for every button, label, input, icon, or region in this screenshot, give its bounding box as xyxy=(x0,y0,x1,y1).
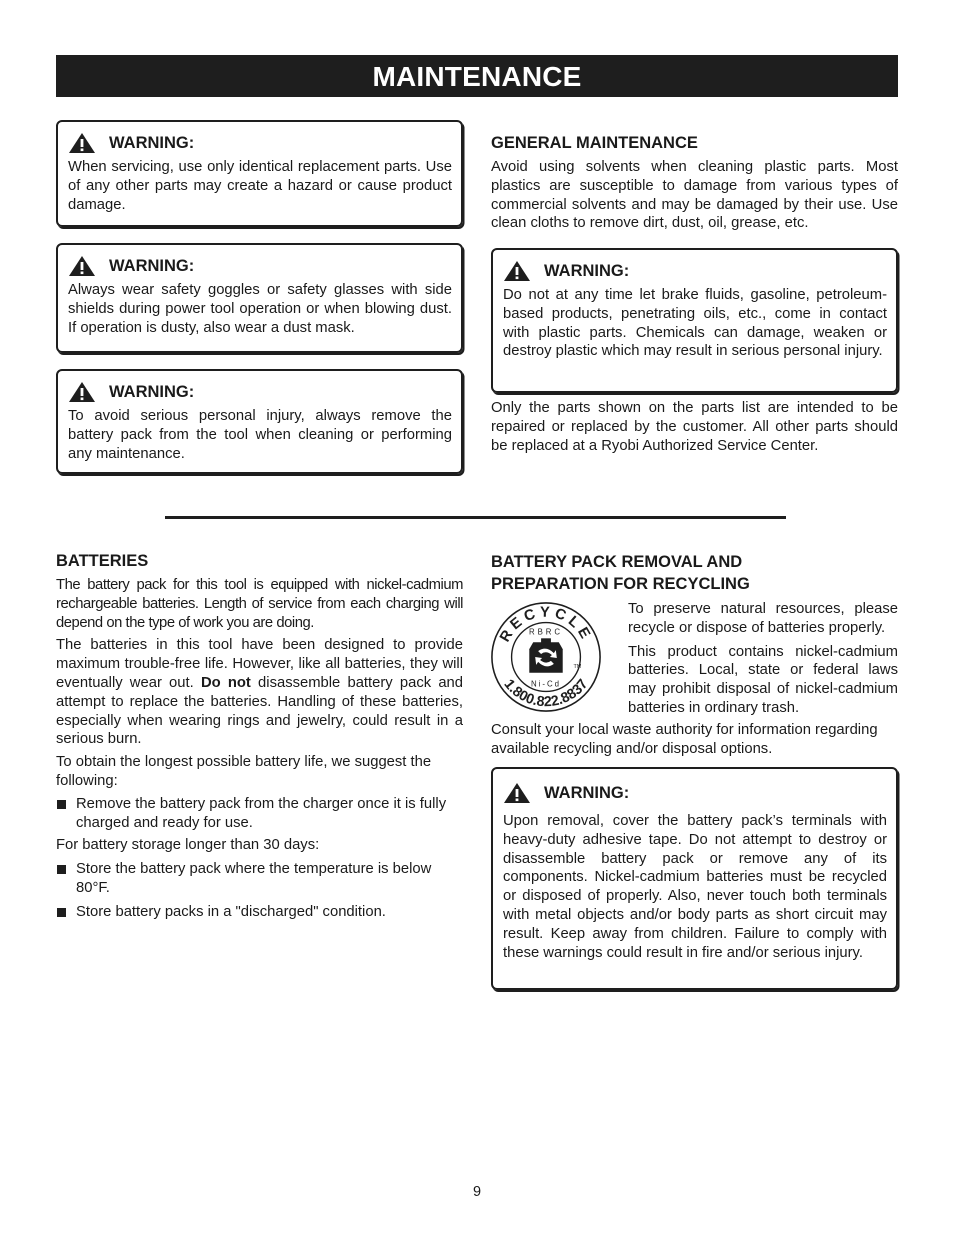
warning-title: WARNING: xyxy=(109,382,195,401)
warning-box-chemicals xyxy=(491,248,898,393)
recycling-heading-line: BATTERY PACK REMOVAL AND xyxy=(491,553,743,571)
warning-box-remove-battery xyxy=(56,369,463,474)
recycling-paragraph-3: Consult your local waste authority for information regarding available recycling and/or disposal options. xyxy=(491,722,878,757)
parts-list-paragraph: Only the parts shown on the parts list are intended to be repaired or replaced by the customer. All other parts should be replaced at a Ryobi Authorized Service Center. xyxy=(491,400,898,454)
warning-title: WARNING: xyxy=(544,783,630,802)
batteries-paragraph-1: The battery pack for this tool is equipped with nickel-cadmium rechargeable batteries. Length of service from each charging will depend on the type of work you are doing. xyxy=(56,577,463,631)
list-item: Store the battery pack where the temperature is below 80°F. xyxy=(56,860,463,898)
batteries-paragraph-4: For battery storage longer than 30 days: xyxy=(56,837,320,854)
warning-triangle-icon xyxy=(68,381,96,403)
seal-nicd-text: Ni-Cd xyxy=(531,679,561,689)
general-maintenance-paragraph: Avoid using solvents when cleaning plastic parts. Most plastics are susceptible to damage from various types of commercial solvents and may be damaged by their use. Use clean cloths to remove dirt, dust, oil, grease, etc. xyxy=(491,159,898,232)
seal-rbrc-text: RBRC xyxy=(528,627,564,637)
list-item: Remove the battery pack from the charger once it is fully charged and ready for use. xyxy=(56,795,463,833)
warning-text: Do not at any time let brake fluids, gasoline, petroleum-based products, penetrating oils, etc., come in contact with plastic parts. Chemicals can damage, weaken or destroy plastic which may result in serious personal injury. xyxy=(503,287,887,360)
recycling-intro xyxy=(628,600,898,718)
warning-header xyxy=(68,256,452,276)
seal-phone-text: 1.800.822.8837 xyxy=(500,676,592,711)
warning-box-replacement-parts xyxy=(56,120,463,227)
warning-header xyxy=(503,261,887,281)
page-number: 9 xyxy=(472,1184,482,1200)
recycling-heading xyxy=(491,551,750,595)
recycling-paragraph-1: To preserve natural resources, please recycle or dispose of batteries properly. xyxy=(628,601,898,636)
batteries-section xyxy=(56,576,463,922)
warning-title: WARNING: xyxy=(544,261,630,280)
battery-recycle-glyph xyxy=(529,638,562,672)
batteries-heading: BATTERIES xyxy=(56,552,149,570)
warning-title: WARNING: xyxy=(109,256,195,275)
seal-recycle-text: RECYCLE xyxy=(497,604,595,645)
warning-box-safety-goggles xyxy=(56,243,463,353)
recycling-heading-line: PREPARATION FOR RECYCLING xyxy=(491,575,750,593)
recycling-paragraph-2: This product contains nickel-cadmium batteries. Local, state or federal laws may prohibit disposal of nickel-cadmium batteries in ordinary trash. xyxy=(628,643,898,716)
warning-text: To avoid serious personal injury, always remove the battery pack from the tool when cleaning or performing any maintenance. xyxy=(68,408,452,462)
section-divider xyxy=(165,516,786,519)
list-item: Store battery packs in a "discharged" condition. xyxy=(56,903,463,922)
warning-header xyxy=(68,382,452,402)
warning-header xyxy=(68,133,452,153)
warning-triangle-icon xyxy=(68,132,96,154)
warning-box-battery-terminals xyxy=(491,767,898,990)
batteries-paragraph-3: To obtain the longest possible battery life, we suggest the following: xyxy=(56,754,432,789)
warning-triangle-icon xyxy=(68,255,96,277)
warning-header xyxy=(503,783,887,803)
warning-text: Upon removal, cover the battery pack’s terminals with heavy-duty adhesive tape. Do not attempt to destroy or disassemble battery pack or remove any of its components. Nickel-cadmium batteries must be recycled or disposed of properly. Also, never touch both terminals with metal objects and/or body parts as short circuit may result. Keep away from children. Failure to comply with these warnings could result in fire and/or serious injury. xyxy=(503,813,887,961)
page-title: MAINTENANCE xyxy=(56,55,898,97)
seal-tm-text: TM xyxy=(573,663,582,670)
warning-triangle-icon xyxy=(503,782,531,804)
batteries-text: disassemble battery pack and attempt to replace the batteries. Handling of these batteries, especially when wearing rings and jewelry, could result in a serious burn. xyxy=(56,674,464,748)
do-not-emphasis: Do not xyxy=(200,674,251,691)
warning-text: When servicing, use only identical replacement parts. Use of any other parts may create a hazard or cause product damage. xyxy=(68,159,452,213)
batteries-paragraph-2 xyxy=(56,636,463,749)
warning-triangle-icon xyxy=(503,260,531,282)
batteries-text: The batteries in this tool have been designed to provide maximum trouble-free life. However, like all batteries, they will eventually wear out. xyxy=(56,637,463,691)
warning-title: WARNING: xyxy=(109,133,195,152)
general-maintenance-heading: GENERAL MAINTENANCE xyxy=(491,134,698,152)
warning-text: Always wear safety goggles or safety glasses with side shields during power tool operation or when blowing dust. If operation is dusty, also wear a dust mask. xyxy=(68,282,452,336)
rbrc-recycle-seal-icon xyxy=(487,598,605,716)
